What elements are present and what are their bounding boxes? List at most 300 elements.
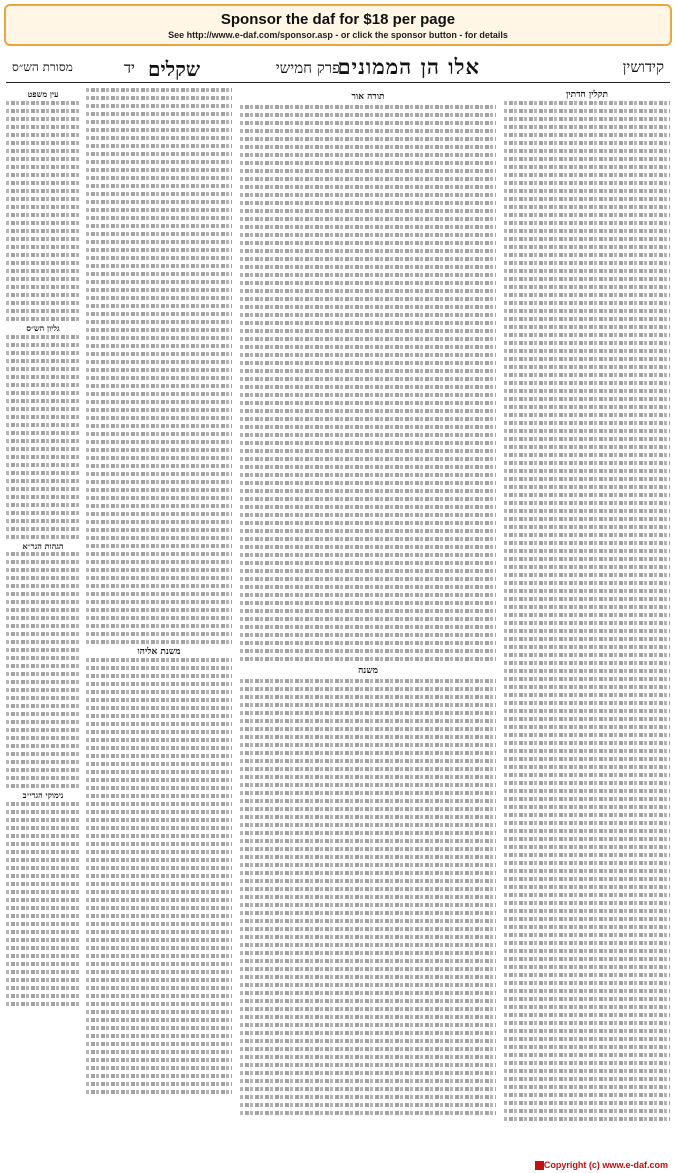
text-line bbox=[504, 789, 670, 793]
text-line bbox=[240, 537, 496, 541]
text-line bbox=[240, 967, 496, 971]
text-line bbox=[240, 161, 496, 165]
text-line bbox=[504, 389, 670, 393]
gemara-column bbox=[240, 88, 496, 1148]
text-line bbox=[504, 885, 670, 889]
text-line bbox=[504, 653, 670, 657]
text-line bbox=[6, 962, 80, 966]
text-line bbox=[240, 767, 496, 771]
text-line bbox=[86, 922, 232, 926]
text-line bbox=[504, 661, 670, 665]
text-line bbox=[240, 457, 496, 461]
text-line bbox=[240, 433, 496, 437]
text-line bbox=[240, 497, 496, 501]
text-line bbox=[86, 1002, 232, 1006]
text-line bbox=[6, 479, 80, 483]
text-line bbox=[504, 493, 670, 497]
text-line bbox=[240, 863, 496, 867]
text-line bbox=[6, 101, 80, 105]
text-line bbox=[86, 994, 232, 998]
text-line bbox=[86, 738, 232, 742]
text-line bbox=[240, 935, 496, 939]
text-line bbox=[240, 233, 496, 237]
text-line bbox=[240, 593, 496, 597]
text-line bbox=[240, 529, 496, 533]
text-line bbox=[86, 666, 232, 670]
text-line bbox=[86, 906, 232, 910]
text-line bbox=[86, 1042, 232, 1046]
text-line bbox=[6, 842, 80, 846]
text-line bbox=[6, 359, 80, 363]
text-line bbox=[86, 88, 232, 92]
text-line bbox=[86, 786, 232, 790]
text-line bbox=[6, 688, 80, 692]
margin-text-2 bbox=[6, 552, 80, 788]
text-line bbox=[504, 781, 670, 785]
text-line bbox=[6, 608, 80, 612]
text-line bbox=[6, 455, 80, 459]
text-line bbox=[240, 625, 496, 629]
text-line bbox=[6, 696, 80, 700]
text-line bbox=[504, 189, 670, 193]
text-line bbox=[240, 1063, 496, 1067]
text-line bbox=[86, 978, 232, 982]
text-line bbox=[504, 477, 670, 481]
text-line bbox=[86, 890, 232, 894]
text-line bbox=[6, 954, 80, 958]
sponsor-banner[interactable] bbox=[4, 4, 672, 46]
text-line bbox=[240, 871, 496, 875]
text-line bbox=[86, 288, 232, 292]
text-line bbox=[6, 343, 80, 347]
text-line bbox=[6, 616, 80, 620]
text-line bbox=[86, 272, 232, 276]
text-line bbox=[86, 400, 232, 404]
text-line bbox=[504, 669, 670, 673]
text-line bbox=[240, 241, 496, 245]
text-line bbox=[504, 901, 670, 905]
text-line bbox=[504, 637, 670, 641]
text-line bbox=[504, 597, 670, 601]
text-line bbox=[504, 397, 670, 401]
text-line bbox=[6, 680, 80, 684]
text-line bbox=[504, 429, 670, 433]
text-line bbox=[86, 730, 232, 734]
text-line bbox=[6, 165, 80, 169]
rashi-heading: תקלין חדתין bbox=[565, 90, 609, 100]
text-line bbox=[240, 489, 496, 493]
text-line bbox=[6, 125, 80, 129]
text-line bbox=[240, 465, 496, 469]
text-line bbox=[240, 129, 496, 133]
text-line bbox=[240, 137, 496, 141]
text-line bbox=[6, 922, 80, 926]
text-line bbox=[240, 481, 496, 485]
text-line bbox=[504, 445, 670, 449]
text-line bbox=[240, 217, 496, 221]
text-line bbox=[6, 301, 80, 305]
text-line bbox=[6, 898, 80, 902]
text-line bbox=[240, 1087, 496, 1091]
text-line bbox=[6, 253, 80, 257]
text-line bbox=[504, 341, 670, 345]
text-line bbox=[240, 345, 496, 349]
text-line bbox=[240, 799, 496, 803]
text-line bbox=[86, 232, 232, 236]
text-line bbox=[504, 325, 670, 329]
text-line bbox=[86, 96, 232, 100]
text-line bbox=[6, 197, 80, 201]
text-line bbox=[504, 421, 670, 425]
text-line bbox=[504, 413, 670, 417]
text-line bbox=[86, 970, 232, 974]
text-line bbox=[6, 527, 80, 531]
text-line bbox=[86, 320, 232, 324]
text-line bbox=[240, 521, 496, 525]
text-line bbox=[504, 437, 670, 441]
text-line bbox=[504, 317, 670, 321]
text-line bbox=[504, 733, 670, 737]
text-line bbox=[240, 553, 496, 557]
text-line bbox=[240, 249, 496, 253]
text-line bbox=[6, 109, 80, 113]
text-line bbox=[240, 385, 496, 389]
text-line bbox=[240, 839, 496, 843]
text-line bbox=[6, 648, 80, 652]
text-line bbox=[504, 1077, 670, 1081]
text-line bbox=[86, 384, 232, 388]
text-line bbox=[240, 649, 496, 653]
text-line bbox=[6, 309, 80, 313]
text-line bbox=[504, 981, 670, 985]
text-line bbox=[504, 1109, 670, 1113]
text-line bbox=[240, 695, 496, 699]
text-line bbox=[86, 746, 232, 750]
text-line bbox=[240, 369, 496, 373]
sponsor-subline: See http://www.e-daf.com/sponsor.asp - or click the sponsor button - for details bbox=[168, 30, 508, 40]
text-line bbox=[86, 560, 232, 564]
text-line bbox=[86, 1018, 232, 1022]
text-line bbox=[6, 994, 80, 998]
text-line bbox=[240, 185, 496, 189]
text-line bbox=[6, 768, 80, 772]
text-line bbox=[240, 951, 496, 955]
margin-section-1: גליון הש״ס bbox=[26, 322, 60, 333]
text-line bbox=[240, 847, 496, 851]
text-line bbox=[6, 277, 80, 281]
text-line bbox=[86, 1090, 232, 1094]
text-line bbox=[504, 797, 670, 801]
e-daf-logo-icon bbox=[535, 1161, 544, 1170]
text-line bbox=[240, 273, 496, 277]
copyright-text: Copyright (c) www.e-daf.com bbox=[543, 1159, 668, 1170]
text-line bbox=[504, 181, 670, 185]
text-line bbox=[504, 741, 670, 745]
text-line bbox=[504, 221, 670, 225]
text-line bbox=[86, 528, 232, 532]
text-line bbox=[86, 192, 232, 196]
text-line bbox=[6, 189, 80, 193]
margin-section-3: נימוקי הגרי״ב bbox=[22, 790, 64, 801]
text-line bbox=[240, 831, 496, 835]
text-line bbox=[504, 365, 670, 369]
text-line bbox=[240, 401, 496, 405]
copyright-link[interactable] bbox=[532, 1160, 668, 1170]
text-line bbox=[86, 392, 232, 396]
text-line bbox=[504, 1093, 670, 1097]
text-line bbox=[6, 181, 80, 185]
text-line bbox=[504, 213, 670, 217]
text-line bbox=[6, 221, 80, 225]
text-line bbox=[6, 173, 80, 177]
text-line bbox=[504, 589, 670, 593]
text-line bbox=[504, 469, 670, 473]
text-line bbox=[86, 576, 232, 580]
text-line bbox=[504, 245, 670, 249]
text-line bbox=[6, 826, 80, 830]
text-line bbox=[86, 962, 232, 966]
text-line bbox=[86, 722, 232, 726]
text-line bbox=[240, 265, 496, 269]
text-line bbox=[504, 517, 670, 521]
text-line bbox=[240, 1055, 496, 1059]
text-line bbox=[6, 858, 80, 862]
text-line bbox=[240, 895, 496, 899]
text-line bbox=[6, 535, 80, 539]
text-line bbox=[240, 337, 496, 341]
text-line bbox=[504, 309, 670, 313]
text-line bbox=[6, 568, 80, 572]
text-line bbox=[86, 1066, 232, 1070]
text-line bbox=[86, 520, 232, 524]
text-line bbox=[504, 581, 670, 585]
tosafot-text-top bbox=[86, 88, 232, 644]
text-line bbox=[504, 821, 670, 825]
text-line bbox=[240, 1023, 496, 1027]
text-line bbox=[86, 248, 232, 252]
text-line bbox=[504, 173, 670, 177]
gemara-heading: תורה אור bbox=[351, 92, 385, 102]
text-line bbox=[86, 424, 232, 428]
text-line bbox=[86, 328, 232, 332]
text-line bbox=[240, 775, 496, 779]
text-line bbox=[86, 432, 232, 436]
text-line bbox=[6, 423, 80, 427]
text-line bbox=[86, 280, 232, 284]
text-line bbox=[6, 818, 80, 822]
text-line bbox=[86, 754, 232, 758]
text-line bbox=[6, 213, 80, 217]
text-line bbox=[240, 1071, 496, 1075]
text-line bbox=[86, 352, 232, 356]
text-line bbox=[240, 719, 496, 723]
text-line bbox=[240, 153, 496, 157]
text-line bbox=[240, 313, 496, 317]
text-line bbox=[240, 807, 496, 811]
text-line bbox=[6, 367, 80, 371]
text-line bbox=[504, 701, 670, 705]
text-line bbox=[240, 975, 496, 979]
text-line bbox=[504, 357, 670, 361]
daf-label: קידושין bbox=[622, 58, 664, 76]
text-line bbox=[240, 121, 496, 125]
text-line bbox=[6, 245, 80, 249]
text-line bbox=[6, 850, 80, 854]
text-line bbox=[240, 903, 496, 907]
text-line bbox=[504, 573, 670, 577]
margin-text-3 bbox=[6, 802, 80, 1006]
text-line bbox=[504, 813, 670, 817]
text-line bbox=[6, 592, 80, 596]
text-line bbox=[6, 237, 80, 241]
text-line bbox=[6, 584, 80, 588]
text-line bbox=[6, 906, 80, 910]
text-line bbox=[504, 749, 670, 753]
text-line bbox=[86, 608, 232, 612]
text-line bbox=[86, 256, 232, 260]
text-line bbox=[504, 893, 670, 897]
text-line bbox=[240, 657, 496, 661]
text-line bbox=[86, 416, 232, 420]
text-line bbox=[240, 361, 496, 365]
text-line bbox=[240, 823, 496, 827]
text-line bbox=[86, 512, 232, 516]
text-line bbox=[240, 585, 496, 589]
text-line bbox=[86, 802, 232, 806]
text-line bbox=[504, 501, 670, 505]
text-line bbox=[86, 1034, 232, 1038]
text-line bbox=[86, 160, 232, 164]
text-line bbox=[504, 141, 670, 145]
text-line bbox=[86, 938, 232, 942]
text-line bbox=[504, 133, 670, 137]
text-line bbox=[6, 986, 80, 990]
text-line bbox=[6, 802, 80, 806]
text-line bbox=[504, 773, 670, 777]
text-line bbox=[6, 285, 80, 289]
text-line bbox=[240, 727, 496, 731]
text-line bbox=[240, 193, 496, 197]
tractate-name: שקלים bbox=[148, 57, 200, 81]
text-line bbox=[86, 552, 232, 556]
text-line bbox=[6, 810, 80, 814]
talmud-page bbox=[6, 52, 670, 1156]
text-line bbox=[504, 1029, 670, 1033]
text-line bbox=[86, 706, 232, 710]
text-line bbox=[504, 605, 670, 609]
text-line bbox=[6, 519, 80, 523]
text-line bbox=[6, 914, 80, 918]
text-line bbox=[6, 205, 80, 209]
text-line bbox=[504, 269, 670, 273]
tosafot-heading: משנת אליהו bbox=[137, 647, 181, 657]
text-line bbox=[504, 253, 670, 257]
text-line bbox=[86, 464, 232, 468]
text-line bbox=[504, 861, 670, 865]
text-line bbox=[240, 393, 496, 397]
text-line bbox=[86, 698, 232, 702]
text-line bbox=[504, 293, 670, 297]
text-line bbox=[86, 762, 232, 766]
text-line bbox=[86, 224, 232, 228]
text-line bbox=[240, 641, 496, 645]
text-line bbox=[6, 375, 80, 379]
text-line bbox=[504, 1053, 670, 1057]
text-line bbox=[240, 991, 496, 995]
text-line bbox=[86, 954, 232, 958]
text-line bbox=[6, 664, 80, 668]
text-line bbox=[86, 1010, 232, 1014]
text-line bbox=[504, 973, 670, 977]
text-line bbox=[504, 613, 670, 617]
text-line bbox=[504, 725, 670, 729]
text-line bbox=[504, 1005, 670, 1009]
text-line bbox=[6, 317, 80, 321]
text-line bbox=[86, 946, 232, 950]
text-line bbox=[86, 544, 232, 548]
text-line bbox=[6, 495, 80, 499]
text-line bbox=[6, 704, 80, 708]
margin-section-2: הגהות הגר״א bbox=[22, 540, 64, 551]
text-line bbox=[86, 624, 232, 628]
text-line bbox=[240, 911, 496, 915]
text-line bbox=[6, 439, 80, 443]
text-line bbox=[6, 946, 80, 950]
text-line bbox=[240, 513, 496, 517]
text-line bbox=[86, 112, 232, 116]
text-line bbox=[504, 165, 670, 169]
text-line bbox=[6, 640, 80, 644]
text-line bbox=[504, 565, 670, 569]
text-line bbox=[6, 269, 80, 273]
text-line bbox=[6, 399, 80, 403]
text-line bbox=[240, 1095, 496, 1099]
text-line bbox=[6, 834, 80, 838]
text-line bbox=[504, 549, 670, 553]
chapter-title: אלו הן הממונים bbox=[337, 54, 480, 79]
text-line bbox=[86, 216, 232, 220]
text-line bbox=[240, 919, 496, 923]
text-line bbox=[240, 257, 496, 261]
text-line bbox=[6, 736, 80, 740]
text-line bbox=[86, 480, 232, 484]
text-line bbox=[504, 917, 670, 921]
text-line bbox=[504, 485, 670, 489]
text-line bbox=[504, 629, 670, 633]
text-line bbox=[6, 970, 80, 974]
text-line bbox=[6, 431, 80, 435]
text-line bbox=[86, 1074, 232, 1078]
text-line bbox=[6, 1002, 80, 1006]
text-line bbox=[240, 329, 496, 333]
text-line bbox=[86, 682, 232, 686]
text-line bbox=[86, 818, 232, 822]
gemara-text bbox=[240, 105, 496, 661]
text-line bbox=[240, 879, 496, 883]
text-line bbox=[504, 877, 670, 881]
text-line bbox=[6, 503, 80, 507]
text-line bbox=[504, 101, 670, 105]
text-line bbox=[86, 1026, 232, 1030]
text-line bbox=[6, 728, 80, 732]
text-line bbox=[240, 679, 496, 683]
text-line bbox=[240, 887, 496, 891]
text-line bbox=[6, 624, 80, 628]
text-line bbox=[86, 312, 232, 316]
text-line bbox=[86, 616, 232, 620]
text-line bbox=[504, 1013, 670, 1017]
text-line bbox=[86, 826, 232, 830]
